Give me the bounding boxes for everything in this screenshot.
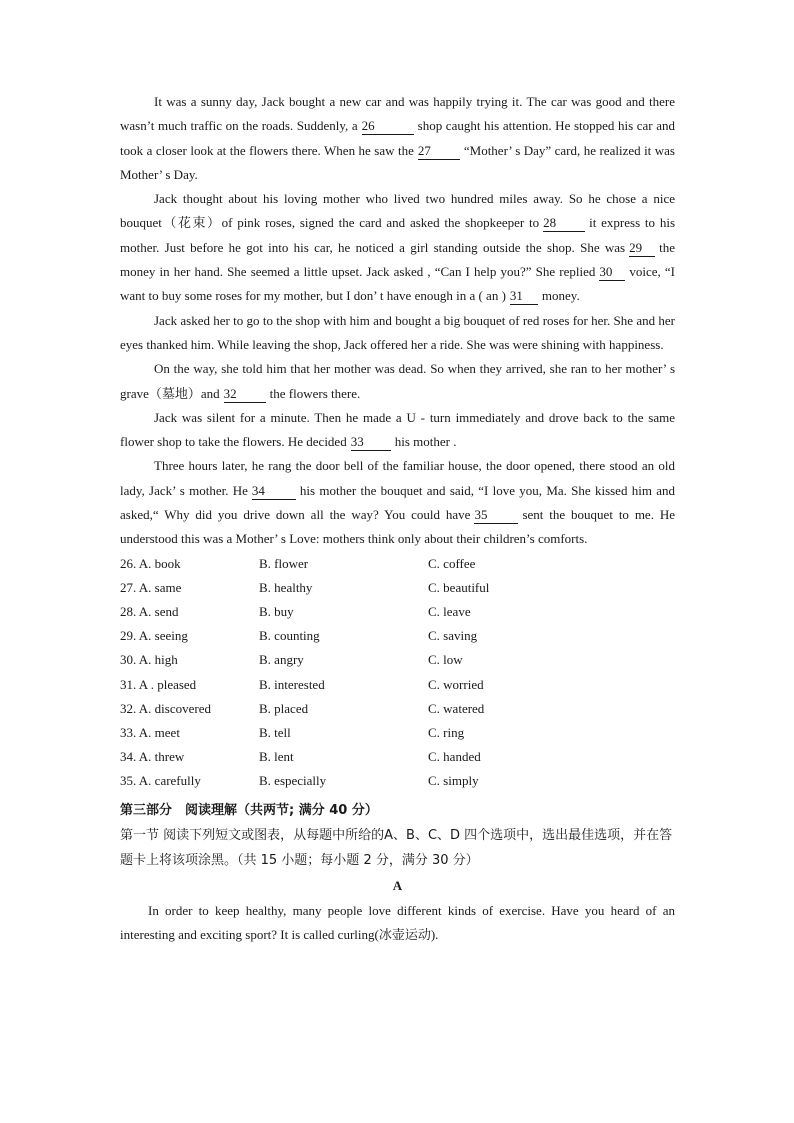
- blank-28: 28: [543, 215, 585, 232]
- story-paragraph-4: On the way, she told him that her mother was dead. So when they arrived, she ran to her mother’ s grave（墓地）and 32 the flowers there.: [120, 361, 675, 401]
- option-row-31: 31. A . pleased B. interested C. worried: [120, 676, 484, 692]
- blank-35: 35: [474, 507, 518, 524]
- option-row-28: 28. A. send B. buy C. leave: [120, 604, 471, 620]
- blank-33: 33: [351, 434, 391, 451]
- section-title: 第三部分 阅读理解（共两节; 满分 40 分）: [120, 802, 378, 818]
- option-row-30: 30. A. high B. angry C. low: [120, 652, 463, 668]
- passage-a-paragraph: In order to keep healthy, many people love different kinds of exercise. Have you heard of an interesting and exciting sport? It is called curling(冰壶运动).: [120, 902, 675, 942]
- exam-page: [120, 90, 675, 947]
- story-paragraph-1: It was a sunny day, Jack bought a new car and was happily trying it. The car was good and there wasn’t much traffic on the roads. Suddenly, a 26 shop caught his attention. He stopped his car and took a closer look at the flowers there. When he saw the 27 “Mother’ s Day” card, he realized it was Mother’ s Day.: [120, 94, 676, 182]
- blank-34: 34: [252, 483, 296, 500]
- story-paragraph-5: Jack was silent for a minute. Then he made a U - turn immediately and drove back to the same flower shop to take the flowers. He decided 33 his mother .: [120, 409, 675, 450]
- blank-26: 26: [362, 118, 414, 135]
- option-row-35: 35. A. carefully B. especially C. simply: [120, 773, 479, 789]
- option-row-26: 26. A. book B. flower C. coffee: [120, 555, 476, 571]
- option-row-27: 27. A. same B. healthy C. beautiful: [120, 579, 490, 595]
- blank-30: 30: [599, 264, 625, 281]
- option-row-33: 33. A. meet B. tell C. ring: [120, 724, 465, 740]
- blank-31: 31: [510, 288, 538, 305]
- blank-27: 27: [418, 143, 460, 160]
- blank-29: 29: [629, 240, 655, 257]
- passage-heading: A: [392, 877, 403, 893]
- option-row-32: 32. A. discovered B. placed C. watered: [120, 700, 485, 716]
- options-list: [120, 552, 675, 794]
- story-paragraph-6: Three hours later, he rang the door bell of the familiar house, the door opened, there stood an old lady, Jack’ s mother. He 34 his mother the bouquet and said, “I love you, Ma. She kissed him and asked,“ Why did you drive down all the way? You could have 35 sent the bouquet to me. He understood this was a Mother’ s Love: mothers think only about their children’s comforts.: [120, 458, 675, 547]
- story-paragraph-2: Jack thought about his loving mother who lived two hundred miles away. So he chose a nice bouquet（花束）of pink roses, signed the card and asked the shopkeeper to 28 it express to his mother. Just before he got into his car, he noticed a girl standing outside the shop. She was 29 the money in her hand. She seemed a little upset. Jack asked , “Can I help you?” She replied 30 voice, “I want to buy some roses for my mother, but I don’ t have enough in a ( an ) 31 money.: [120, 191, 676, 304]
- option-row-34: 34. A. threw B. lent C. handed: [120, 749, 481, 765]
- section-instruction: 第一节 阅读下列短文或图表，从每题中所给的A、B、C、D 四个选项中，选出最佳选项，并在答题卡上将该项涂黑。（共 15 小题；每小题 2 分，满分 30 分）: [120, 827, 673, 868]
- option-row-29: 29. A. seeing B. counting C. saving: [120, 628, 478, 644]
- story-paragraph-3: Jack asked her to go to the shop with him and bought a big bouquet of red roses for her. She and her eyes thanked him. While leaving the shop, Jack offered her a ride. She was were shining with happiness.: [120, 312, 675, 352]
- blank-32: 32: [224, 386, 266, 403]
